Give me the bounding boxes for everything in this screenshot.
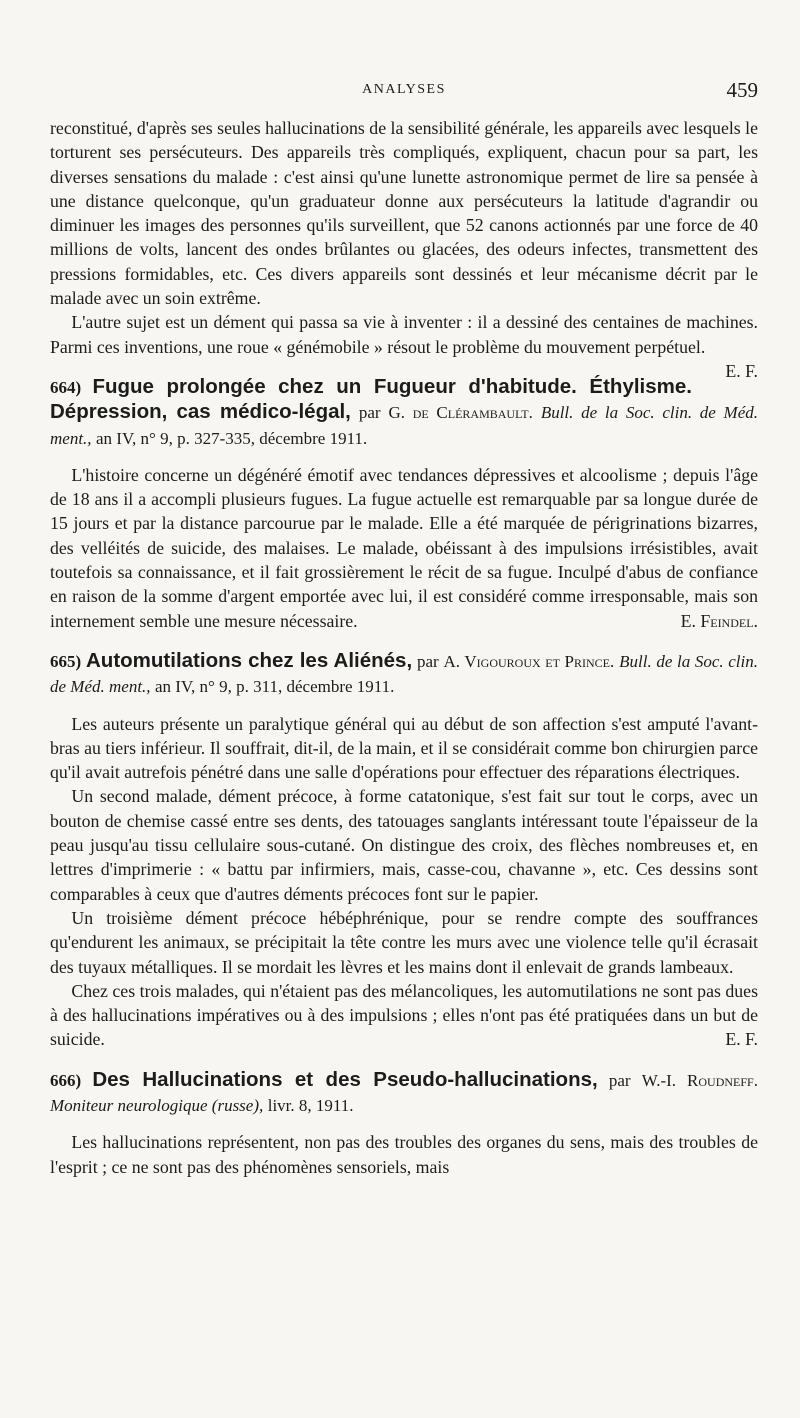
entry-header — [50, 1068, 758, 1119]
entry-author: W.-I. Roudneff. — [641, 1070, 758, 1090]
entry-by: par — [608, 1070, 631, 1090]
author-signature: E. F. — [725, 1029, 758, 1050]
running-head — [50, 78, 758, 102]
author-signature: E. Feindel. — [680, 610, 758, 631]
author-signature: E. F. — [725, 360, 758, 381]
entry-title: Fugue prolongée chez un Fugueur d'habitude. Éthylisme. Dépression, cas médico-légal, — [50, 374, 692, 424]
entry-details: an IV, n° 9, p. 327-335, décembre 1911. — [96, 428, 368, 448]
paragraph-text: L'autre sujet est un dément qui passa sa vie à inventer : il a dessiné des centaines de machines. Parmi ces inventions, une roue « génémobile » résout le problème du mouvement perpétuel. — [50, 312, 758, 357]
paragraph — [50, 979, 758, 1052]
paragraph: Un second malade, dément précoce, à forme catatonique, s'est fait sur tout le corps, avec un bouton de chemise cassé entre ses dents, des tatouages sanglants intéressant toute l'épaisseur de la peau jusqu'au tissu cellulaire sous-cutané. On distingue des croix, des flèches nombreuses et, en lettres d'imprimerie : « battu par infirmiers, mais, casse-cou, chavanne », etc. Ces dessins sont comparables à ceux que d'autres déments précoces font sur le papier. — [50, 786, 758, 904]
page-body — [50, 116, 758, 1179]
entry-number: 666) — [50, 1070, 82, 1090]
entry-by: par — [358, 403, 381, 423]
paragraph — [50, 463, 758, 633]
paragraph-text: Chez ces trois malades, qui n'étaient pas des mélancoliques, les automutilations ne sont pas dues à des hallucinations impératives ou à des impulsions ; elles n'ont pas été pratiquées dans un but de suicide. — [50, 980, 758, 1050]
entry-journal: Bull. de la Soc. clin. de Méd. ment., — [50, 403, 759, 448]
entry-author: G. de Clérambault. — [388, 403, 533, 423]
continued-paragraph: reconstitué, d'après ses seules hallucinations de la sensibilité générale, les appareils avec lesquels le torturent ses persécuteurs. Des appareils très compliqués, expliquent, chacun pour sa part, les diverses sensations du malade : c'est ainsi qu'une lunette astronomique permet de lire sa pensée à une distance quelconque, qu'un graduateur donne aux persécuteurs la latitude d'agrandir ou diminuer les images des personnes qu'ils surveillent, que 52 canons actionnés par une force de 40 millions de volts, lancent des ondes brûlantes ou glacées, des odeurs infectes, transmettent des pressions formidables, etc. Ces divers appareils sont dessinés et leur mécanisme décrit par le malade avec un soin extrême. — [50, 118, 758, 309]
entry-664 — [50, 375, 758, 633]
entry-665 — [50, 649, 758, 1052]
paragraph: Les auteurs présente un paralytique général qui au début de son affection s'est amputé l'avant-bras au tiers inférieur. Il souffrait, dit-il, de la main, et il se considérait comme bon chirurgien parce qu'il avait autrefois pénétré dans une salle d'opérations pour effectuer des réparations électriques. — [50, 713, 758, 783]
running-head-title: ANALYSES — [362, 82, 446, 97]
entry-by: par — [416, 651, 439, 671]
entry-header — [50, 375, 758, 451]
entry-number: 664) — [50, 377, 82, 397]
entry-journal: Moniteur neurologique (russe), — [50, 1095, 264, 1115]
page-number: 459 — [726, 78, 758, 102]
entry-title: Des Hallucinations et des Pseudo-hallucinations, — [92, 1067, 598, 1091]
entry-details: livr. 8, 1911. — [267, 1095, 354, 1115]
paragraph — [50, 310, 758, 381]
paragraph-text: L'histoire concerne un dégénéré émotif avec tendances dépressives et alcoolisme ; depuis l'âge de 18 ans il a accompli plusieurs fugues. La fugue actuelle est remarquable par sa longue durée de 15 jours et par la distance parcourue par le malade. Elle a été marquée de périgrinations bizarres, des velléités de suicide, des malaises. Le malade, obéissant à des impulsions irrésistibles, avait toutefois sa connaissance, et il fait grossièrement le récit de sa fugue. Inculpé d'abus de confiance en raison de la somme d'argent emportée avec lui, il est considéré comme irresponsable, mais son internement semble une mesure nécessaire. — [50, 464, 758, 631]
entry-author: A. Vigouroux et Prince. — [443, 651, 615, 671]
entry-header — [50, 649, 758, 700]
entry-number: 665) — [50, 651, 82, 671]
paragraph: Les hallucinations représentent, non pas des troubles des organes du sens, mais des troubles de l'esprit ; ce ne sont pas des phénomènes sensoriels, mais — [50, 1132, 758, 1177]
entry-journal: Bull. de la Soc. clin. de Méd. ment., — [50, 651, 759, 697]
paragraph: Un troisième dément précoce hébéphrénique, pour se rendre compte des souffrances qu'endurent les animaux, se précipitait la tête contre les murs avec une violence telle qu'il écrasait des tuyaux métalliques. Il se mordait les lèvres et les mains dont il enlevait de grands lambeaux. — [50, 907, 758, 977]
entry-666 — [50, 1068, 758, 1179]
entry-title: Automutilations chez les Aliénés, — [86, 648, 413, 672]
entry-details: an IV, n° 9, p. 311, décembre 1911. — [155, 677, 395, 697]
